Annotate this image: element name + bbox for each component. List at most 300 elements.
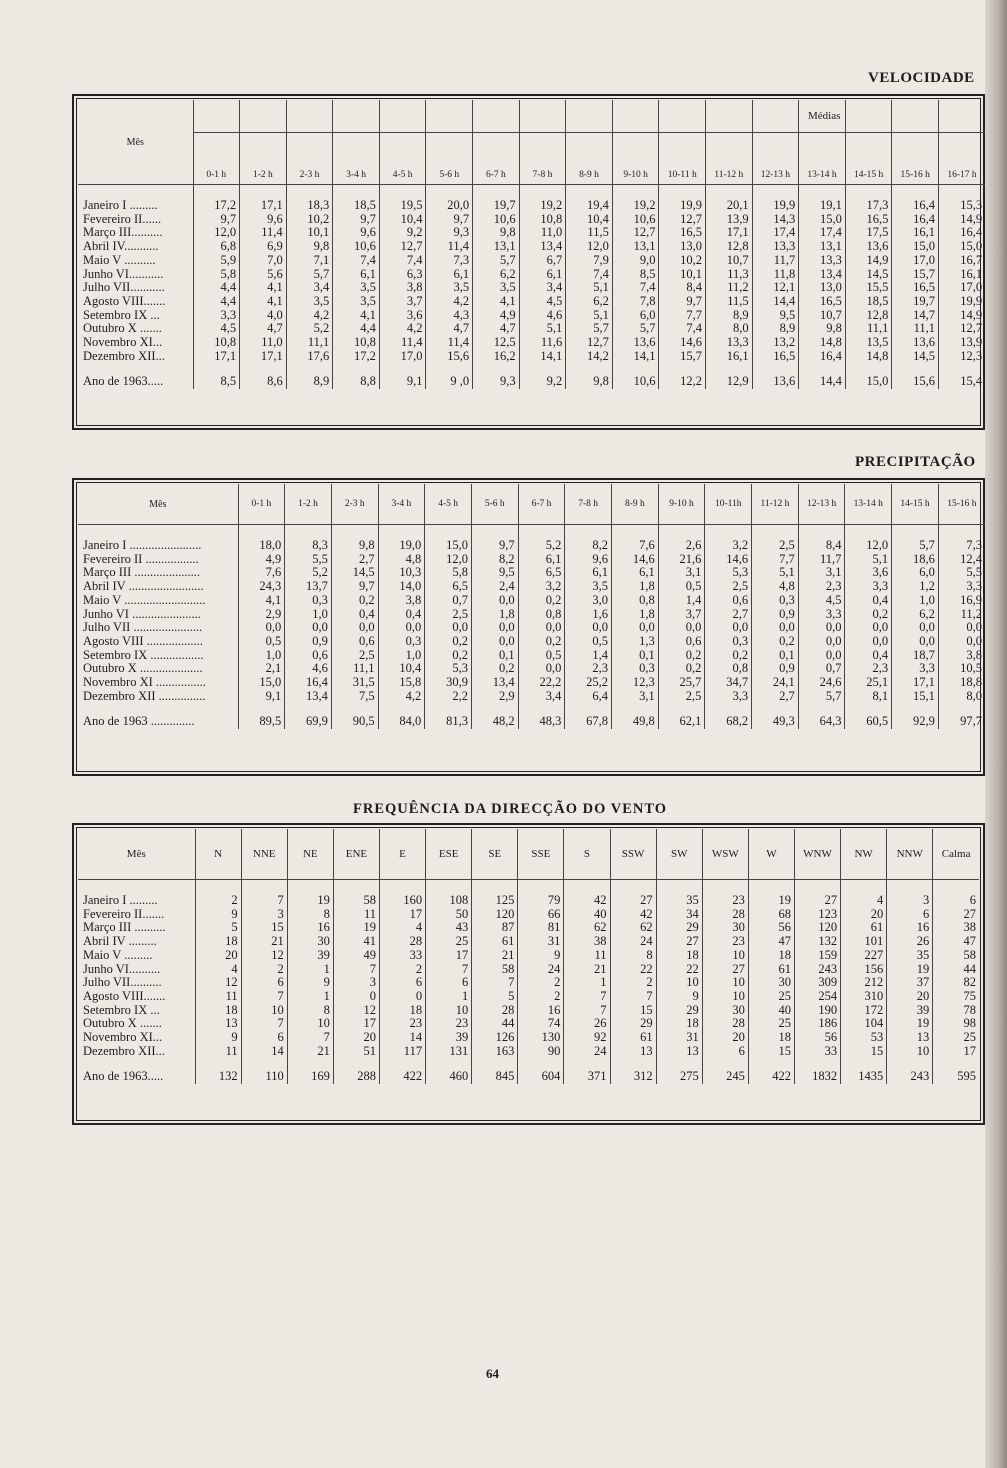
table-cell: 0,6 [331,635,378,649]
table-cell: 5 [195,921,241,935]
table-cell: 7,0 [240,254,287,268]
table-cell: 15,7 [659,350,706,364]
table-cell: 30 [702,921,748,935]
table-cell: 15 [841,1045,887,1059]
month-label: Março III ..................... [78,566,238,580]
table-cell: 21 [564,963,610,977]
table-cell: 9,8 [286,240,333,254]
table-cell: 5,7 [473,254,520,268]
table-cell: 4,7 [426,322,473,336]
table-cell: 0,0 [892,621,939,635]
table-cell: 4 [841,894,887,908]
table-cell: 6,1 [426,268,473,282]
table-row [78,676,985,690]
table-cell: 16 [287,921,333,935]
annual-total-cell: 15,6 [892,371,939,389]
annual-total-row [78,1066,979,1084]
table-cell: 58 [963,947,976,962]
table-cell: 0,3 [378,635,425,649]
table-cell: 6 [379,976,425,990]
table-cell: 2,3 [565,662,612,676]
table-row [78,213,985,227]
table-cell: 17,1 [240,199,287,213]
table-cell: 19,4 [566,199,613,213]
table-cell: 24 [610,935,656,949]
table-cell: 4,2 [286,309,333,323]
table-cell: 39 [887,1004,933,1018]
table-cell: 14,1 [612,350,659,364]
column-header: SSE [518,829,564,880]
table-cell: 7 [564,990,610,1004]
table-cell: 9,7 [659,295,706,309]
table-cell: 108 [426,894,472,908]
table-cell: 12,8 [706,240,753,254]
table-cell: 4,7 [473,322,520,336]
table-cell: 18,0 [238,539,285,553]
table-cell: 9,7 [331,580,378,594]
table-cell: 18,6 [892,553,939,567]
table-cell: 8,4 [659,281,706,295]
table-cell: 7,3 [966,538,982,552]
annual-total-cell: 10,6 [612,371,659,389]
table-cell: 2,3 [845,662,892,676]
table-cell: 16,4 [960,225,983,240]
table-cell: 0,0 [471,594,518,608]
month-label: Abril IV........... [78,240,193,254]
column-header: 2-3 h [286,100,333,185]
table-cell: 0,8 [612,594,659,608]
table-cell: 17,2 [193,199,240,213]
table-cell: 0,0 [518,662,565,676]
table-cell: 11,1 [331,662,378,676]
table-cell: 61 [841,921,887,935]
column-header: Calma [933,829,979,880]
table-cell: 18 [748,1031,794,1045]
month-label: Novembro XI... [78,1031,195,1045]
table-cell: 6 [702,1045,748,1059]
annual-total-cell: 8,6 [240,371,287,389]
table-cell: 14,5 [892,350,939,364]
table-cell: 25,1 [845,676,892,690]
table-row [78,295,985,309]
table-cell: 4,6 [519,309,566,323]
month-column-header: Mês [78,100,193,185]
table-cell: 10 [287,1017,333,1031]
table-cell: 1,0 [238,649,285,663]
table-cell: 10,4 [566,213,613,227]
table-cell: 29 [656,1004,702,1018]
table-cell: 3 [241,908,287,922]
annual-total-cell: 68,2 [705,711,752,729]
table-cell: 4,1 [240,295,287,309]
table-cell: 0,5 [565,635,612,649]
column-header: NW [841,829,887,880]
table-cell: 16,5 [799,295,846,309]
column-header: 1-2 h [240,100,287,185]
table-row [78,240,985,254]
table-cell: 11,5 [566,226,613,240]
table-cell: 21,6 [658,553,705,567]
table-cell: 17 [379,908,425,922]
table-cell: 28 [379,935,425,949]
table-cell: 0,7 [425,594,472,608]
annual-total-cell: 15,0 [845,371,892,389]
table-cell: 104 [841,1017,887,1031]
table-row [78,649,985,663]
table-cell: 3,5 [473,281,520,295]
page-number: 64 [486,1366,499,1381]
table-cell: 13,6 [612,336,659,350]
table-cell: 28 [472,1004,518,1018]
table-cell: 7,9 [566,254,613,268]
table-cell: 20,1 [706,199,753,213]
medias-label: Médias [808,110,841,122]
table-cell: 9,7 [426,213,473,227]
table-cell: 23 [379,1017,425,1031]
table-cell: 0,0 [285,621,332,635]
table-cell: 2,5 [331,649,378,663]
table-cell: 7 [426,963,472,977]
table-cell: 10,8 [193,336,240,350]
table-cell: 30 [287,935,333,949]
table-cell: 25,2 [565,676,612,690]
month-label: Agosto VIII .................. [78,635,238,649]
table-cell: 0,4 [378,608,425,622]
annual-total-cell: 48,3 [518,711,565,729]
table-cell: 38 [963,920,976,935]
table-row [78,963,979,977]
table-cell: 9,6 [333,226,380,240]
column-header: SE [472,829,518,880]
velocidade-title: VELOCIDADE [868,70,975,86]
table-cell: 11 [333,908,379,922]
table-cell: 0,0 [612,621,659,635]
annual-total-cell: 97,7 [960,714,982,729]
table-cell: 5,5 [285,553,332,567]
table-cell: 7,1 [286,254,333,268]
column-header: NNE [241,829,287,880]
table-cell: 6,2 [473,268,520,282]
table-cell: 3,7 [658,608,705,622]
table-cell: 7,4 [333,254,380,268]
table-cell: 7,6 [238,566,285,580]
column-header: SSW [610,829,656,880]
table-cell: 12,1 [752,281,799,295]
table-cell: 190 [794,1004,840,1018]
table-cell: 101 [841,935,887,949]
table-row [78,281,985,295]
table-cell: 22 [656,963,702,977]
month-label: Abril IV ........................ [78,580,238,594]
table-cell: 16 [518,1004,564,1018]
table-cell: 3,8 [966,647,982,662]
table-cell: 8 [610,949,656,963]
table-cell: 10,4 [378,662,425,676]
table-cell: 15,1 [892,690,939,704]
table-cell: 17,4 [752,226,799,240]
table-cell: 2,1 [238,662,285,676]
table-cell: 14,9 [960,307,983,322]
table-cell: 11 [195,1045,241,1059]
table-cell: 8,5 [612,268,659,282]
table-cell: 14,9 [960,211,983,226]
table-cell: 79 [518,894,564,908]
table-cell: 0,2 [425,649,472,663]
table-cell: 120 [472,908,518,922]
column-header: NNW [887,829,933,880]
column-header: 12-13 h [752,100,799,185]
table-cell: 19 [287,894,333,908]
table-cell: 10 [426,1004,472,1018]
table-cell: 2,5 [658,690,705,704]
table-row [78,921,979,935]
table-cell: 13,0 [799,281,846,295]
table-cell: 14,1 [519,350,566,364]
table-cell: 14,4 [752,295,799,309]
table-cell: 19 [887,1017,933,1031]
table-cell: 8,9 [752,322,799,336]
precipitacao-table [78,484,985,729]
table-cell: 25 [748,990,794,1004]
table-cell: 0,0 [238,621,285,635]
table-cell: 2 [379,963,425,977]
table-cell: 12 [333,1004,379,1018]
table-cell: 123 [794,908,840,922]
table-cell: 12,7 [379,240,426,254]
table-cell: 2 [610,976,656,990]
table-cell: 6 [241,976,287,990]
annual-total-cell: 12,9 [706,371,753,389]
annual-total-cell: 9 ,0 [426,371,473,389]
table-cell: 125 [472,894,518,908]
table-cell: 24 [564,1045,610,1059]
table-cell: 11 [564,949,610,963]
table-cell: 5,8 [425,566,472,580]
table-cell: 120 [794,921,840,935]
table-cell: 13,0 [659,240,706,254]
table-cell: 17,0 [960,280,983,295]
table-cell: 20 [195,949,241,963]
table-cell: 2,9 [238,608,285,622]
table-cell: 14,6 [659,336,706,350]
table-cell: 19,9 [752,199,799,213]
table-cell: 61 [748,963,794,977]
table-cell: 11,2 [706,281,753,295]
velocidade-table [78,100,985,389]
table-cell: 4 [195,963,241,977]
table-row [78,594,985,608]
table-cell: 17 [426,949,472,963]
table-cell: 11,6 [519,336,566,350]
annual-total-cell: 604 [518,1066,564,1084]
table-cell: 24,1 [752,676,799,690]
table-cell: 9 [656,990,702,1004]
table-cell: 0,2 [425,635,472,649]
annual-total-cell: 595 [957,1069,976,1084]
table-cell: 5,6 [240,268,287,282]
table-cell: 27 [656,935,702,949]
table-cell: 5,2 [286,322,333,336]
table-cell: 62 [564,921,610,935]
table-cell: 47 [748,935,794,949]
table-cell: 0,2 [845,608,892,622]
table-cell: 13 [656,1045,702,1059]
table-cell: 25 [426,935,472,949]
table-cell: 7,7 [659,309,706,323]
table-cell: 1,0 [892,594,939,608]
table-cell: 1 [426,990,472,1004]
table-cell: 24,6 [798,676,845,690]
column-header: 3-4 h [378,484,425,525]
table-cell: 11,0 [240,336,287,350]
column-header: 12-13 h [798,484,845,525]
table-cell: 0,2 [752,635,799,649]
table-cell: 3,6 [379,309,426,323]
table-cell: 0,1 [752,649,799,663]
column-header: S [564,829,610,880]
book-spine-shadow [985,0,1007,1468]
table-cell: 7,6 [612,539,659,553]
table-cell: 5,1 [752,566,799,580]
table-cell: 11,0 [519,226,566,240]
table-cell: 27 [963,906,976,921]
table-cell: 8,2 [471,553,518,567]
table-cell: 159 [794,949,840,963]
month-label: Fevereiro II ................. [78,553,238,567]
table-cell: 3,1 [798,566,845,580]
table-cell: 5,7 [286,268,333,282]
table-cell: 21 [241,935,287,949]
table-cell: 17,0 [892,254,939,268]
table-cell: 9 [518,949,564,963]
table-cell: 14 [241,1045,287,1059]
table-cell: 1,0 [378,649,425,663]
table-cell: 0,5 [518,649,565,663]
table-cell: 0,4 [845,649,892,663]
table-cell: 4,8 [752,580,799,594]
table-cell: 17,1 [240,350,287,364]
table-cell: 18,5 [845,295,892,309]
table-cell: 8,3 [285,539,332,553]
column-header: 13-14 h [845,484,892,525]
table-cell: 11,4 [426,336,473,350]
table-cell: 14 [379,1031,425,1045]
table-cell: 8 [287,908,333,922]
table-cell: 14,5 [331,566,378,580]
table-cell: 62 [610,921,656,935]
table-cell: 39 [426,1031,472,1045]
table-cell: 17,4 [799,226,846,240]
table-cell: 6 [241,1031,287,1045]
annual-total-cell: 15,4 [960,374,983,389]
table-cell: 13,4 [285,690,332,704]
table-cell: 2,7 [705,608,752,622]
table-cell: 20,0 [426,199,473,213]
month-label: Dezembro XII... [78,1045,195,1059]
table-cell: 11,1 [286,336,333,350]
table-cell: 42 [610,908,656,922]
table-cell: 31 [518,935,564,949]
table-cell: 66 [518,908,564,922]
table-cell: 6 [426,976,472,990]
table-cell: 20 [333,1031,379,1045]
column-header: 0-1 h [238,484,285,525]
table-cell: 5,7 [798,690,845,704]
table-cell: 14,6 [612,553,659,567]
column-header: 8-9 h [612,484,659,525]
table-cell: 14,7 [892,309,939,323]
table-cell: 16,5 [752,350,799,364]
table-cell: 22 [610,963,656,977]
table-cell: 9,7 [333,213,380,227]
table-row [78,894,979,908]
table-cell: 23 [426,1017,472,1031]
table-cell: 12,5 [473,336,520,350]
column-header: 6-7 h [518,484,565,525]
table-cell: 11,3 [706,268,753,282]
table-cell: 14,5 [845,268,892,282]
table-cell: 3,5 [333,281,380,295]
table-cell: 1,4 [565,649,612,663]
table-cell: 7,5 [331,690,378,704]
table-cell: 19,9 [659,199,706,213]
table-cell: 10,5 [960,661,982,676]
table-cell: 13 [195,1017,241,1031]
table-cell: 0,6 [658,635,705,649]
table-row [78,976,979,990]
table-cell: 13,4 [799,268,846,282]
table-cell: 0,5 [238,635,285,649]
month-label: Agosto VIII....... [78,295,193,309]
table-cell: 11,4 [240,226,287,240]
table-cell: 186 [794,1017,840,1031]
table-cell: 3,3 [798,608,845,622]
table-cell: 4,5 [519,295,566,309]
table-cell: 2,9 [471,690,518,704]
column-header: 15-16 h [892,100,939,185]
table-cell: 5,9 [193,254,240,268]
table-cell: 11,5 [706,295,753,309]
table-cell: 163 [472,1045,518,1059]
table-cell: 11,8 [752,268,799,282]
table-cell: 33 [794,1045,840,1059]
table-row [78,322,985,336]
annual-total-label: Ano de 1963..... [78,371,193,389]
table-cell: 4,6 [285,662,332,676]
table-cell: 0,8 [705,662,752,676]
table-cell: 6,0 [612,309,659,323]
table-cell: 117 [379,1045,425,1059]
table-cell: 20 [887,990,933,1004]
table-cell: 38 [564,935,610,949]
annual-total-cell: 132 [195,1066,241,1084]
table-cell: 310 [841,990,887,1004]
table-cell: 19,2 [519,199,566,213]
table-cell: 11,1 [845,322,892,336]
table-cell: 17 [963,1043,976,1058]
table-cell: 10 [702,949,748,963]
table-cell: 5,1 [566,281,613,295]
month-label: Março III .......... [78,921,195,935]
table-cell: 132 [794,935,840,949]
annual-total-cell: 845 [472,1066,518,1084]
table-cell: 44 [472,1017,518,1031]
table-cell: 33 [379,949,425,963]
table-cell: 0,0 [565,621,612,635]
table-cell: 12,3 [960,348,983,363]
table-cell: 15,0 [425,539,472,553]
month-label: Maio V ......... [78,949,195,963]
